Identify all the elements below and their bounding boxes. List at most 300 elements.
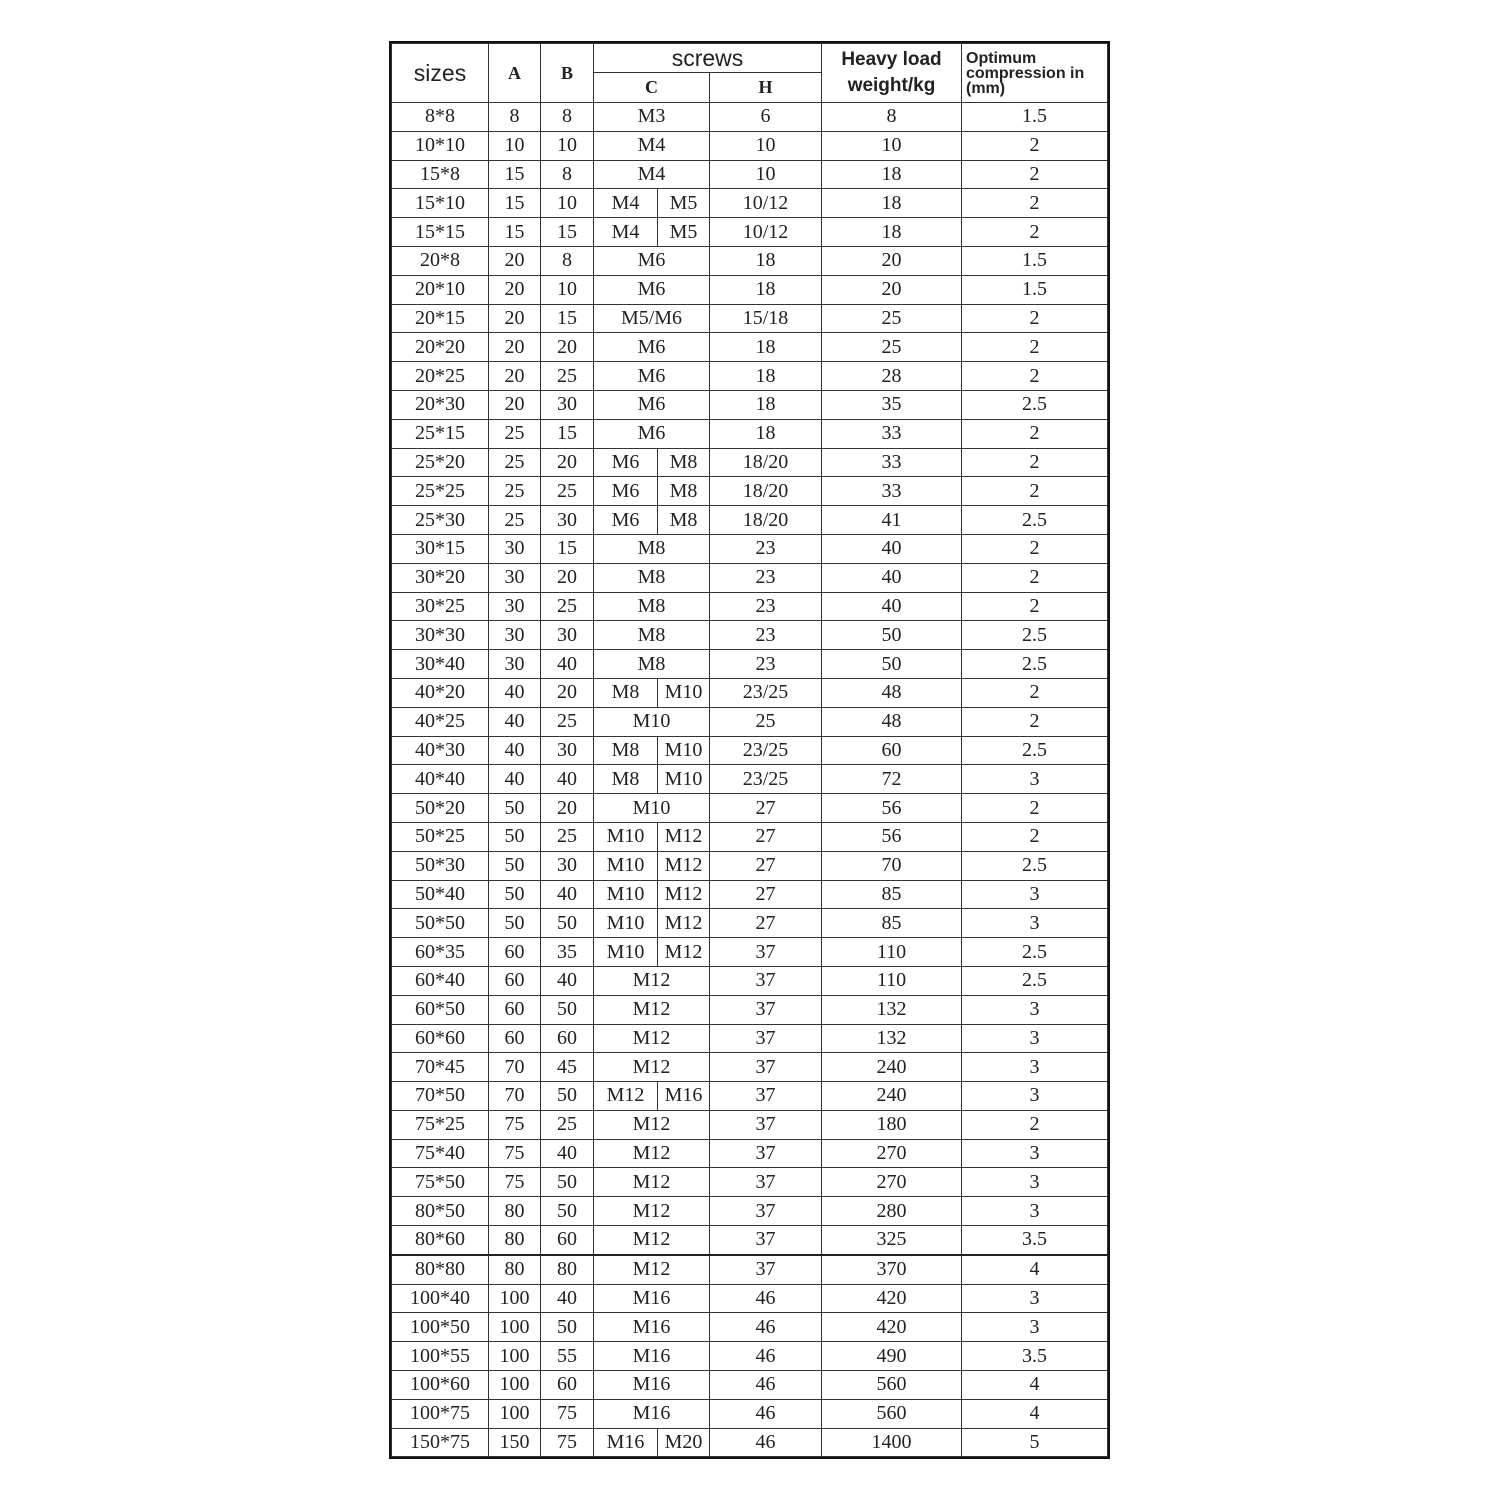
cell-size: 80*60 [392, 1226, 489, 1255]
cell-b: 10 [541, 131, 594, 160]
cell-b: 45 [541, 1053, 594, 1082]
cell-h: 23/25 [710, 678, 822, 707]
table-row [392, 822, 1108, 851]
cell-h: 18/20 [710, 506, 822, 535]
cell-h: 10 [710, 131, 822, 160]
cell-size: 100*60 [392, 1371, 489, 1400]
cell-a: 60 [489, 995, 541, 1024]
header-c: C [594, 73, 710, 103]
cell-h: 23/25 [710, 765, 822, 794]
table-row [392, 678, 1108, 707]
header-h: H [710, 73, 822, 103]
cell-size: 15*15 [392, 218, 489, 247]
cell-load: 20 [822, 275, 962, 304]
cell-c-primary: M16 [594, 1428, 658, 1457]
cell-b: 50 [541, 995, 594, 1024]
cell-a: 50 [489, 794, 541, 823]
cell-load: 50 [822, 621, 962, 650]
cell-size: 70*50 [392, 1082, 489, 1111]
cell-h: 23 [710, 563, 822, 592]
cell-c: M16 [594, 1342, 710, 1371]
cell-size: 60*50 [392, 995, 489, 1024]
cell-c: M8 [594, 563, 710, 592]
cell-a: 25 [489, 419, 541, 448]
cell-c: M6 [594, 419, 710, 448]
cell-a: 15 [489, 189, 541, 218]
cell-b: 25 [541, 362, 594, 391]
table-row [392, 938, 1108, 967]
cell-b: 30 [541, 851, 594, 880]
cell-compression: 2 [962, 707, 1108, 736]
cell-c: M6 [594, 333, 710, 362]
cell-size: 50*40 [392, 880, 489, 909]
cell-h: 23 [710, 592, 822, 621]
cell-b: 20 [541, 448, 594, 477]
cell-load: 270 [822, 1168, 962, 1197]
cell-load: 560 [822, 1371, 962, 1400]
cell-c: M6 [594, 390, 710, 419]
cell-h: 10 [710, 160, 822, 189]
cell-c-primary: M8 [594, 678, 658, 707]
cell-b: 40 [541, 966, 594, 995]
cell-load: 48 [822, 678, 962, 707]
cell-a: 8 [489, 103, 541, 132]
cell-h: 37 [710, 1139, 822, 1168]
table-row [392, 333, 1108, 362]
cell-load: 40 [822, 592, 962, 621]
cell-c-secondary: M12 [658, 938, 710, 967]
cell-b: 8 [541, 160, 594, 189]
cell-compression: 3 [962, 995, 1108, 1024]
cell-compression: 2 [962, 592, 1108, 621]
cell-compression: 3 [962, 1082, 1108, 1111]
cell-compression: 3 [962, 1139, 1108, 1168]
cell-compression: 3 [962, 1168, 1108, 1197]
cell-c-secondary: M10 [658, 765, 710, 794]
cell-compression: 3 [962, 1197, 1108, 1226]
table-row [392, 909, 1108, 938]
cell-load: 18 [822, 160, 962, 189]
cell-size: 100*55 [392, 1342, 489, 1371]
table-row [392, 707, 1108, 736]
cell-c-secondary: M20 [658, 1428, 710, 1457]
cell-c: M4 [594, 131, 710, 160]
table-row [392, 275, 1108, 304]
cell-h: 46 [710, 1284, 822, 1313]
table-row [392, 1313, 1108, 1342]
cell-compression: 2 [962, 534, 1108, 563]
cell-compression: 2.5 [962, 506, 1108, 535]
header-heavy-load [822, 44, 962, 103]
cell-load: 56 [822, 822, 962, 851]
table-row [392, 1082, 1108, 1111]
cell-size: 100*75 [392, 1399, 489, 1428]
cell-load: 25 [822, 304, 962, 333]
cell-a: 30 [489, 592, 541, 621]
cell-compression: 2 [962, 563, 1108, 592]
table-row [392, 1428, 1108, 1457]
cell-h: 37 [710, 1255, 822, 1284]
cell-c: M12 [594, 1255, 710, 1284]
cell-a: 20 [489, 304, 541, 333]
cell-size: 25*20 [392, 448, 489, 477]
cell-h: 18 [710, 419, 822, 448]
cell-a: 80 [489, 1197, 541, 1226]
cell-b: 10 [541, 189, 594, 218]
table-body [392, 103, 1108, 1457]
cell-h: 37 [710, 995, 822, 1024]
cell-load: 110 [822, 966, 962, 995]
cell-a: 60 [489, 966, 541, 995]
cell-h: 27 [710, 909, 822, 938]
cell-compression: 3 [962, 765, 1108, 794]
cell-b: 55 [541, 1342, 594, 1371]
table-row [392, 1168, 1108, 1197]
cell-load: 60 [822, 736, 962, 765]
cell-a: 20 [489, 362, 541, 391]
cell-c: M5/M6 [594, 304, 710, 333]
cell-c: M12 [594, 1139, 710, 1168]
cell-h: 27 [710, 794, 822, 823]
cell-compression: 2.5 [962, 938, 1108, 967]
cell-compression: 2.5 [962, 390, 1108, 419]
cell-h: 37 [710, 938, 822, 967]
cell-h: 46 [710, 1371, 822, 1400]
cell-h: 37 [710, 1226, 822, 1255]
cell-a: 60 [489, 1024, 541, 1053]
cell-b: 40 [541, 1284, 594, 1313]
cell-compression: 2 [962, 678, 1108, 707]
cell-c-secondary: M10 [658, 678, 710, 707]
cell-c-secondary: M8 [658, 477, 710, 506]
table-row [392, 621, 1108, 650]
cell-c: M12 [594, 1168, 710, 1197]
cell-a: 20 [489, 390, 541, 419]
cell-b: 20 [541, 794, 594, 823]
cell-h: 15/18 [710, 304, 822, 333]
cell-a: 40 [489, 765, 541, 794]
cell-c-primary: M4 [594, 189, 658, 218]
cell-a: 100 [489, 1342, 541, 1371]
cell-a: 20 [489, 246, 541, 275]
cell-b: 40 [541, 1139, 594, 1168]
table-row [392, 362, 1108, 391]
cell-b: 80 [541, 1255, 594, 1284]
header-heavy-load-line1: Heavy load [841, 49, 942, 70]
cell-size: 100*50 [392, 1313, 489, 1342]
cell-size: 75*40 [392, 1139, 489, 1168]
cell-compression: 2 [962, 160, 1108, 189]
table-row [392, 131, 1108, 160]
cell-load: 85 [822, 880, 962, 909]
cell-b: 25 [541, 592, 594, 621]
cell-h: 37 [710, 1053, 822, 1082]
cell-h: 46 [710, 1342, 822, 1371]
cell-c: M12 [594, 1197, 710, 1226]
header-compression-line1: Optimum [966, 49, 1037, 67]
cell-c: M4 [594, 160, 710, 189]
table-row [392, 1255, 1108, 1284]
cell-load: 48 [822, 707, 962, 736]
cell-a: 30 [489, 563, 541, 592]
cell-b: 40 [541, 650, 594, 679]
table-row [392, 506, 1108, 535]
cell-h: 18/20 [710, 448, 822, 477]
cell-h: 18 [710, 246, 822, 275]
table-row [392, 419, 1108, 448]
header-a: A [489, 44, 541, 103]
cell-load: 8 [822, 103, 962, 132]
cell-load: 132 [822, 995, 962, 1024]
cell-size: 20*15 [392, 304, 489, 333]
cell-size: 40*30 [392, 736, 489, 765]
cell-size: 30*20 [392, 563, 489, 592]
cell-c-primary: M6 [594, 506, 658, 535]
spec-table [391, 43, 1108, 1457]
cell-load: 18 [822, 218, 962, 247]
cell-b: 50 [541, 1082, 594, 1111]
cell-h: 46 [710, 1399, 822, 1428]
cell-size: 60*40 [392, 966, 489, 995]
cell-b: 35 [541, 938, 594, 967]
table-row [392, 966, 1108, 995]
header-sizes: sizes [392, 44, 489, 103]
table-row [392, 390, 1108, 419]
cell-c-secondary: M8 [658, 506, 710, 535]
cell-size: 75*50 [392, 1168, 489, 1197]
cell-compression: 1.5 [962, 246, 1108, 275]
cell-load: 180 [822, 1110, 962, 1139]
table-row [392, 1284, 1108, 1313]
cell-load: 1400 [822, 1428, 962, 1457]
cell-compression: 3.5 [962, 1342, 1108, 1371]
cell-a: 100 [489, 1371, 541, 1400]
cell-c-secondary: M12 [658, 909, 710, 938]
cell-b: 30 [541, 621, 594, 650]
cell-size: 25*25 [392, 477, 489, 506]
cell-c-primary: M10 [594, 938, 658, 967]
table-row [392, 218, 1108, 247]
cell-a: 75 [489, 1139, 541, 1168]
table-row [392, 534, 1108, 563]
cell-compression: 5 [962, 1428, 1108, 1457]
cell-c-secondary: M12 [658, 880, 710, 909]
cell-h: 23 [710, 621, 822, 650]
header-screws: screws [594, 44, 822, 73]
cell-a: 40 [489, 707, 541, 736]
cell-compression: 2 [962, 822, 1108, 851]
cell-load: 25 [822, 333, 962, 362]
cell-h: 18 [710, 275, 822, 304]
cell-a: 100 [489, 1399, 541, 1428]
cell-size: 150*75 [392, 1428, 489, 1457]
cell-a: 80 [489, 1255, 541, 1284]
cell-a: 50 [489, 909, 541, 938]
cell-compression: 4 [962, 1255, 1108, 1284]
cell-h: 27 [710, 880, 822, 909]
cell-c-secondary: M5 [658, 189, 710, 218]
cell-h: 6 [710, 103, 822, 132]
cell-c: M8 [594, 592, 710, 621]
table-row [392, 1139, 1108, 1168]
cell-load: 33 [822, 477, 962, 506]
table-row [392, 246, 1108, 275]
table-row [392, 1342, 1108, 1371]
cell-compression: 2.5 [962, 650, 1108, 679]
cell-b: 8 [541, 103, 594, 132]
cell-a: 60 [489, 938, 541, 967]
cell-size: 60*35 [392, 938, 489, 967]
cell-size: 30*15 [392, 534, 489, 563]
cell-c-secondary: M10 [658, 736, 710, 765]
cell-compression: 2 [962, 1110, 1108, 1139]
cell-h: 18 [710, 390, 822, 419]
cell-load: 33 [822, 448, 962, 477]
cell-c-primary: M10 [594, 909, 658, 938]
cell-b: 20 [541, 563, 594, 592]
cell-load: 240 [822, 1053, 962, 1082]
cell-a: 150 [489, 1428, 541, 1457]
cell-size: 50*20 [392, 794, 489, 823]
cell-compression: 2 [962, 477, 1108, 506]
cell-compression: 2 [962, 794, 1108, 823]
cell-c-secondary: M5 [658, 218, 710, 247]
cell-h: 10/12 [710, 189, 822, 218]
cell-compression: 2 [962, 362, 1108, 391]
cell-load: 35 [822, 390, 962, 419]
cell-c: M16 [594, 1284, 710, 1313]
spec-table-sheet [389, 41, 1110, 1459]
cell-load: 280 [822, 1197, 962, 1226]
cell-b: 50 [541, 909, 594, 938]
cell-size: 20*20 [392, 333, 489, 362]
cell-b: 20 [541, 333, 594, 362]
cell-compression: 4 [962, 1399, 1108, 1428]
table-row [392, 1399, 1108, 1428]
cell-a: 40 [489, 736, 541, 765]
cell-load: 10 [822, 131, 962, 160]
cell-compression: 2.5 [962, 851, 1108, 880]
cell-load: 28 [822, 362, 962, 391]
cell-compression: 4 [962, 1371, 1108, 1400]
cell-a: 15 [489, 160, 541, 189]
cell-load: 132 [822, 1024, 962, 1053]
cell-a: 40 [489, 678, 541, 707]
cell-a: 70 [489, 1053, 541, 1082]
cell-load: 325 [822, 1226, 962, 1255]
cell-load: 33 [822, 419, 962, 448]
cell-compression: 2 [962, 419, 1108, 448]
cell-b: 40 [541, 880, 594, 909]
cell-c: M6 [594, 275, 710, 304]
cell-compression: 2 [962, 189, 1108, 218]
cell-load: 56 [822, 794, 962, 823]
cell-h: 37 [710, 1110, 822, 1139]
cell-h: 37 [710, 966, 822, 995]
cell-b: 15 [541, 304, 594, 333]
cell-a: 20 [489, 333, 541, 362]
cell-c-primary: M6 [594, 448, 658, 477]
cell-b: 50 [541, 1197, 594, 1226]
cell-c: M3 [594, 103, 710, 132]
cell-compression: 2.5 [962, 621, 1108, 650]
cell-load: 420 [822, 1284, 962, 1313]
cell-c: M12 [594, 1226, 710, 1255]
cell-load: 50 [822, 650, 962, 679]
cell-a: 80 [489, 1226, 541, 1255]
cell-compression: 2 [962, 333, 1108, 362]
cell-size: 20*25 [392, 362, 489, 391]
cell-b: 50 [541, 1313, 594, 1342]
cell-c: M8 [594, 534, 710, 563]
table-row [392, 448, 1108, 477]
cell-size: 70*45 [392, 1053, 489, 1082]
cell-b: 20 [541, 678, 594, 707]
cell-a: 30 [489, 534, 541, 563]
cell-a: 50 [489, 880, 541, 909]
cell-size: 50*25 [392, 822, 489, 851]
cell-size: 15*8 [392, 160, 489, 189]
cell-h: 37 [710, 1168, 822, 1197]
table-row [392, 103, 1108, 132]
cell-a: 25 [489, 477, 541, 506]
cell-size: 40*25 [392, 707, 489, 736]
cell-size: 40*20 [392, 678, 489, 707]
cell-c: M8 [594, 621, 710, 650]
cell-a: 100 [489, 1284, 541, 1313]
cell-a: 75 [489, 1110, 541, 1139]
cell-load: 490 [822, 1342, 962, 1371]
cell-b: 60 [541, 1024, 594, 1053]
cell-size: 10*10 [392, 131, 489, 160]
cell-size: 100*40 [392, 1284, 489, 1313]
cell-a: 50 [489, 851, 541, 880]
cell-c: M6 [594, 246, 710, 275]
cell-c: M16 [594, 1371, 710, 1400]
cell-h: 23 [710, 650, 822, 679]
cell-compression: 3 [962, 1313, 1108, 1342]
cell-size: 75*25 [392, 1110, 489, 1139]
cell-compression: 3 [962, 880, 1108, 909]
cell-b: 75 [541, 1399, 594, 1428]
cell-a: 10 [489, 131, 541, 160]
cell-a: 100 [489, 1313, 541, 1342]
cell-load: 110 [822, 938, 962, 967]
cell-size: 20*30 [392, 390, 489, 419]
cell-c: M16 [594, 1399, 710, 1428]
cell-h: 23 [710, 534, 822, 563]
cell-size: 15*10 [392, 189, 489, 218]
cell-c-secondary: M12 [658, 822, 710, 851]
cell-a: 50 [489, 822, 541, 851]
cell-c-secondary: M12 [658, 851, 710, 880]
table-row [392, 1371, 1108, 1400]
cell-load: 40 [822, 534, 962, 563]
cell-load: 18 [822, 189, 962, 218]
header-compression-line2: compression in [966, 64, 1085, 82]
cell-c-secondary: M8 [658, 448, 710, 477]
cell-load: 20 [822, 246, 962, 275]
cell-h: 46 [710, 1313, 822, 1342]
cell-h: 37 [710, 1024, 822, 1053]
cell-h: 37 [710, 1197, 822, 1226]
table-row [392, 304, 1108, 333]
cell-compression: 3 [962, 1053, 1108, 1082]
cell-a: 30 [489, 621, 541, 650]
cell-compression: 1.5 [962, 103, 1108, 132]
cell-c: M12 [594, 1053, 710, 1082]
cell-h: 37 [710, 1082, 822, 1111]
